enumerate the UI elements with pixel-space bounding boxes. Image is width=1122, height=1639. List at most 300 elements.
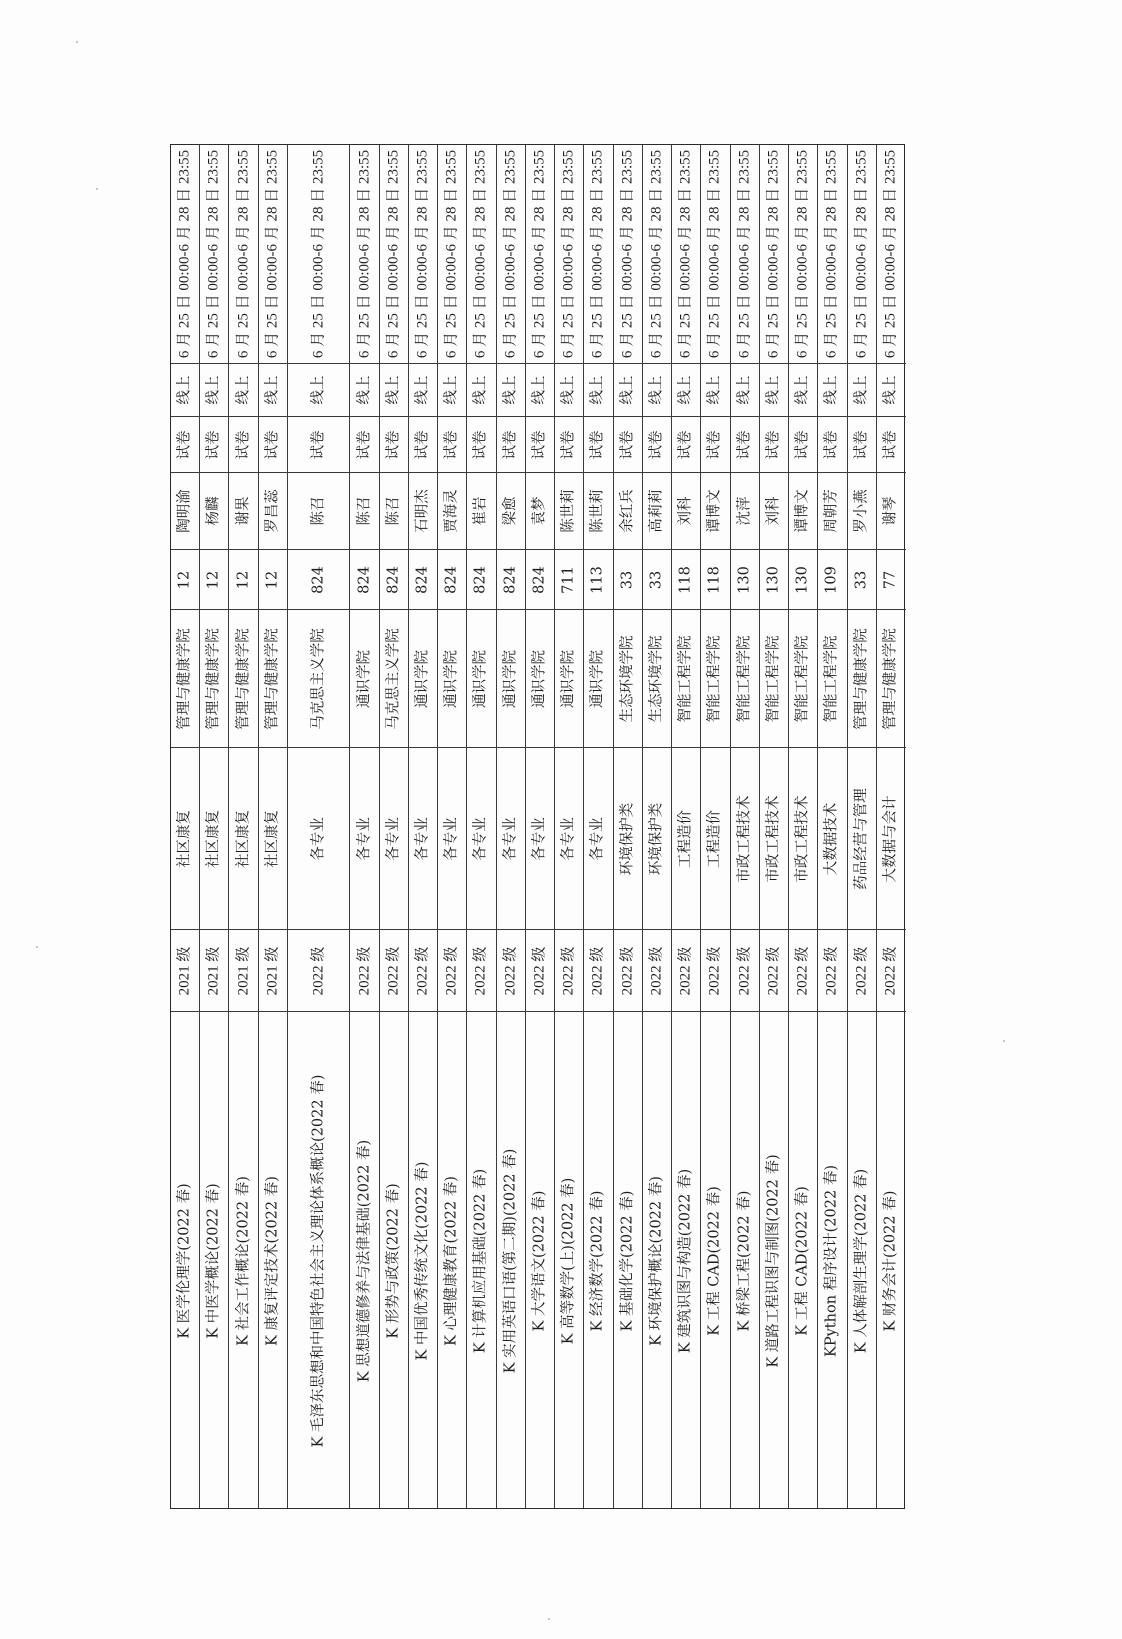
cell-exam-mode [731,364,759,417]
cell-major [614,748,642,930]
time-text: 6 月 25 日 00:00-6 月 28 日 23:55 [531,149,548,359]
table-row [731,145,760,1508]
cell-major [409,748,437,930]
cell-major [760,748,788,930]
code-text: 824 [385,565,402,594]
cell-college [409,610,437,748]
cell-exam-form [584,417,612,473]
code-text: 130 [736,565,753,594]
course-text: K 形势与政策(2022 春) [385,1183,402,1339]
cell-grade [200,930,228,1012]
cell-course [584,1012,612,1510]
teacher-text: 陈世莉 [589,489,606,533]
major-text: 环境保护类 [619,802,636,875]
cell-code [229,550,257,610]
cell-time [701,145,729,364]
table-row [380,145,409,1508]
time-text: 6 月 25 日 00:00-6 月 28 日 23:55 [589,149,606,359]
cell-major [877,748,906,930]
course-text: K 大学语文(2022 春) [531,1190,548,1332]
course-text: K 中医学概论(2022 春) [205,1183,222,1339]
cell-college [672,610,700,748]
college-text: 马克思主义学院 [310,627,327,730]
exam-mode-text: 线上 [176,375,193,405]
table-row [789,145,818,1508]
cell-time [229,145,257,364]
cell-course [409,1012,437,1510]
cell-major [672,748,700,930]
code-text: 33 [853,570,870,589]
grade-text: 2022 级 [414,946,431,995]
cell-major [555,748,583,930]
cell-college [380,610,408,748]
cell-major [380,748,408,930]
major-text: 各专业 [560,816,577,861]
cell-time [350,145,378,364]
exam-form-text: 试卷 [736,430,753,459]
code-text: 109 [823,565,840,594]
cell-code [171,550,199,610]
grade-text: 2022 级 [531,946,548,995]
time-text: 6 月 25 日 00:00-6 月 28 日 23:55 [385,149,402,359]
teacher-text: 周朝芳 [823,489,840,533]
cell-code [731,550,759,610]
cell-course [259,1012,287,1510]
college-text: 通识学院 [589,649,606,708]
cell-time [789,145,817,364]
course-text: K 社会工作概论(2022 春) [235,1176,252,1346]
cell-major [229,748,257,930]
course-text: K 高等数学(上)(2022 春) [560,1177,577,1345]
cell-time [200,145,228,364]
cell-course [288,1012,349,1510]
major-text: 各专业 [310,816,327,861]
cell-college [818,610,846,748]
code-text: 824 [443,565,460,594]
teacher-text: 陈召 [310,496,327,526]
cell-exam-mode [584,364,612,417]
cell-exam-form [288,417,349,473]
cell-teacher [789,473,817,550]
exam-form-text: 试卷 [619,430,636,459]
cell-teacher [701,473,729,550]
cell-time [672,145,700,364]
code-text: 711 [560,565,577,594]
teacher-text: 谢琴 [882,496,899,526]
scan-speck [76,41,78,43]
cell-teacher [584,473,612,550]
cell-exam-form [877,417,906,473]
course-text: K 工程 CAD(2022 春) [706,1186,723,1336]
cell-teacher [467,473,495,550]
cell-teacher [877,473,906,550]
cell-code [848,550,876,610]
cell-code [789,550,817,610]
cell-course [643,1012,671,1510]
cell-college [701,610,729,748]
cell-time [643,145,671,364]
cell-course [701,1012,729,1510]
cell-grade [171,930,199,1012]
cell-college [229,610,257,748]
cell-grade [731,930,759,1012]
cell-teacher [848,473,876,550]
cell-course [614,1012,642,1510]
time-text: 6 月 25 日 00:00-6 月 28 日 23:55 [794,149,811,359]
cell-major [818,748,846,930]
cell-teacher [229,473,257,550]
cell-exam-form [848,417,876,473]
cell-exam-mode [555,364,583,417]
cell-course [877,1012,906,1510]
table-row [877,145,906,1508]
cell-exam-mode [200,364,228,417]
cell-major [643,748,671,930]
code-text: 12 [176,570,193,589]
code-text: 33 [648,570,665,589]
teacher-text: 梁愈 [502,496,519,526]
cell-exam-mode [350,364,378,417]
exam-mode-text: 线上 [356,375,373,405]
time-text: 6 月 25 日 00:00-6 月 28 日 23:55 [765,149,782,359]
cell-grade [848,930,876,1012]
course-text: K 工程 CAD(2022 春) [794,1186,811,1336]
cell-course [672,1012,700,1510]
teacher-text: 陈世莉 [560,489,577,533]
table-row [171,145,200,1508]
exam-mode-text: 线上 [264,375,281,405]
teacher-text: 陈召 [385,496,402,526]
major-text: 各专业 [356,816,373,861]
cell-code [526,550,554,610]
grade-text: 2022 级 [794,946,811,995]
cell-grade [467,930,495,1012]
teacher-text: 崔岩 [472,496,489,526]
cell-teacher [731,473,759,550]
major-text: 各专业 [443,816,460,861]
time-text: 6 月 25 日 00:00-6 月 28 日 23:55 [560,149,577,359]
cell-exam-form [200,417,228,473]
time-text: 6 月 25 日 00:00-6 月 28 日 23:55 [882,149,899,359]
college-text: 管理与健康学院 [205,627,222,730]
cell-course [760,1012,788,1510]
cell-teacher [555,473,583,550]
exam-mode-text: 线上 [823,375,840,405]
cell-exam-mode [701,364,729,417]
cell-teacher [526,473,554,550]
code-text: 118 [706,565,723,594]
grade-text: 2022 级 [356,946,373,995]
course-text: K 人体解剖生理学(2022 春) [853,1168,870,1354]
cell-college [200,610,228,748]
cell-teacher [643,473,671,550]
college-text: 通识学院 [560,649,577,708]
exam-mode-text: 线上 [502,375,519,405]
college-text: 通识学院 [414,649,431,708]
cell-teacher [760,473,788,550]
cell-code [467,550,495,610]
grade-text: 2021 级 [205,946,222,995]
cell-time [497,145,525,364]
college-text: 智能工程学院 [794,635,811,722]
cell-time [288,145,349,364]
college-text: 管理与健康学院 [235,627,252,730]
cell-college [288,610,349,748]
cell-college [731,610,759,748]
cell-teacher [409,473,437,550]
major-text: 药品经营与管理 [853,787,870,890]
code-text: 824 [502,565,519,594]
cell-course [789,1012,817,1510]
cell-exam-form [701,417,729,473]
college-text: 生态环境学院 [648,635,665,722]
cell-college [877,610,906,748]
cell-college [497,610,525,748]
cell-exam-mode [877,364,906,417]
exam-form-text: 试卷 [414,430,431,459]
grade-text: 2022 级 [472,946,489,995]
major-text: 工程造价 [706,809,723,868]
cell-exam-form [555,417,583,473]
cell-college [467,610,495,748]
table-row [701,145,730,1508]
cell-time [171,145,199,364]
time-text: 6 月 25 日 00:00-6 月 28 日 23:55 [176,149,193,359]
cell-grade [526,930,554,1012]
exam-mode-text: 线上 [414,375,431,405]
grade-text: 2022 级 [765,946,782,995]
cell-exam-mode [259,364,287,417]
cell-course [526,1012,554,1510]
cell-time [467,145,495,364]
table-row [614,145,643,1508]
cell-course [438,1012,466,1510]
cell-grade [555,930,583,1012]
cell-college [614,610,642,748]
cell-exam-mode [438,364,466,417]
code-text: 12 [205,570,222,589]
cell-code [288,550,349,610]
grade-text: 2022 级 [619,946,636,995]
cell-code [818,550,846,610]
time-text: 6 月 25 日 00:00-6 月 28 日 23:55 [706,149,723,359]
course-text: K 思想道德修养与法律基础(2022 春) [356,1139,373,1383]
cell-college [171,610,199,748]
cell-code [438,550,466,610]
cell-college [350,610,378,748]
major-text: 社区康复 [205,809,222,868]
cell-major [701,748,729,930]
college-text: 智能工程学院 [677,635,694,722]
table-row [200,145,229,1508]
cell-exam-form [229,417,257,473]
cell-exam-form [350,417,378,473]
cell-teacher [497,473,525,550]
scan-speck [1003,1040,1005,1042]
table-row [526,145,555,1508]
exam-mode-text: 线上 [472,375,489,405]
exam-form-text: 试卷 [648,430,665,459]
cell-exam-form [171,417,199,473]
exam-mode-text: 线上 [765,375,782,405]
code-text: 824 [310,565,327,594]
exam-mode-text: 线上 [706,375,723,405]
college-text: 通识学院 [443,649,460,708]
cell-college [526,610,554,748]
exam-mode-text: 线上 [531,375,548,405]
cell-college [643,610,671,748]
exam-mode-text: 线上 [794,375,811,405]
major-text: 各专业 [531,816,548,861]
cell-major [731,748,759,930]
exam-form-text: 试卷 [882,430,899,459]
table-row [438,145,467,1508]
time-text: 6 月 25 日 00:00-6 月 28 日 23:55 [235,149,252,359]
exam-form-text: 试卷 [502,430,519,459]
cell-course [731,1012,759,1510]
college-text: 智能工程学院 [765,635,782,722]
cell-course [200,1012,228,1510]
cell-exam-mode [467,364,495,417]
exam-mode-text: 线上 [205,375,222,405]
code-text: 824 [414,565,431,594]
cell-grade [350,930,378,1012]
table-row [555,145,584,1508]
teacher-text: 罗昌蕊 [264,489,281,533]
exam-form-text: 试卷 [264,430,281,459]
course-text: K 计算机应用基础(2022 春) [472,1168,489,1354]
teacher-text: 陶明渝 [176,489,193,533]
time-text: 6 月 25 日 00:00-6 月 28 日 23:55 [443,149,460,359]
cell-course [229,1012,257,1510]
table-row [818,145,847,1508]
time-text: 6 月 25 日 00:00-6 月 28 日 23:55 [310,149,327,359]
cell-exam-form [259,417,287,473]
cell-grade [672,930,700,1012]
cell-exam-mode [848,364,876,417]
college-text: 管理与健康学院 [176,627,193,730]
cell-teacher [350,473,378,550]
cell-grade [497,930,525,1012]
exam-mode-text: 线上 [648,375,665,405]
cell-major [526,748,554,930]
grade-text: 2022 级 [882,946,899,995]
grade-text: 2022 级 [706,946,723,995]
course-text: K 建筑识图与构造(2022 春) [677,1168,694,1354]
grade-text: 2021 级 [176,946,193,995]
college-text: 智能工程学院 [706,635,723,722]
exam-mode-text: 线上 [443,375,460,405]
teacher-text: 沈萍 [736,496,753,526]
exam-form-text: 试卷 [531,430,548,459]
cell-exam-form [497,417,525,473]
exam-form-text: 试卷 [176,430,193,459]
cell-grade [818,930,846,1012]
cell-grade [259,930,287,1012]
cell-code [643,550,671,610]
table-row [848,145,877,1508]
course-text: K 康复评定技术(2022 春) [264,1176,281,1346]
cell-college [259,610,287,748]
course-text: K 环境保护概论(2022 春) [648,1176,665,1346]
grade-text: 2022 级 [560,946,577,995]
cell-code [701,550,729,610]
grade-text: 2022 级 [648,946,665,995]
teacher-text: 刘科 [765,496,782,526]
table-row [409,145,438,1508]
exam-mode-text: 线上 [619,375,636,405]
cell-time [438,145,466,364]
teacher-text: 谢果 [235,496,252,526]
cell-teacher [171,473,199,550]
teacher-text: 余红兵 [619,489,636,533]
scan-speck [548,1618,550,1620]
cell-code [497,550,525,610]
course-text: K 实用英语口语(第二期)(2022 春) [502,1148,519,1374]
code-text: 113 [589,565,606,594]
major-text: 市政工程技术 [765,795,782,882]
cell-code [672,550,700,610]
grade-text: 2022 级 [853,946,870,995]
grade-text: 2022 级 [823,946,840,995]
cell-exam-mode [789,364,817,417]
code-text: 130 [765,565,782,594]
cell-time [380,145,408,364]
cell-exam-form [672,417,700,473]
cell-time [731,145,759,364]
cell-exam-form [467,417,495,473]
major-text: 各专业 [502,816,519,861]
cell-time [526,145,554,364]
cell-code [584,550,612,610]
cell-course [350,1012,378,1510]
cell-exam-form [526,417,554,473]
table-row [672,145,701,1508]
college-text: 管理与健康学院 [853,627,870,730]
major-text: 市政工程技术 [794,795,811,882]
cell-exam-mode [380,364,408,417]
code-text: 12 [235,570,252,589]
cell-code [350,550,378,610]
cell-college [584,610,612,748]
teacher-text: 袁梦 [531,496,548,526]
cell-exam-mode [818,364,846,417]
teacher-text: 石明杰 [414,489,431,533]
exam-form-text: 试卷 [310,430,327,459]
cell-exam-form [643,417,671,473]
cell-college [438,610,466,748]
table-row [229,145,258,1508]
teacher-text: 高莉莉 [648,489,665,533]
cell-grade [614,930,642,1012]
cell-time [818,145,846,364]
cell-teacher [259,473,287,550]
code-text: 118 [677,565,694,594]
grade-text: 2021 级 [235,946,252,995]
grade-text: 2022 级 [385,946,402,995]
cell-code [200,550,228,610]
cell-course [818,1012,846,1510]
teacher-text: 陈召 [356,496,373,526]
major-text: 各专业 [472,816,489,861]
cell-exam-mode [171,364,199,417]
cell-exam-form [409,417,437,473]
cell-code [409,550,437,610]
cell-exam-form [818,417,846,473]
cell-course [380,1012,408,1510]
course-text: KPython 程序设计(2022 春) [823,1165,840,1357]
exam-form-text: 试卷 [235,430,252,459]
